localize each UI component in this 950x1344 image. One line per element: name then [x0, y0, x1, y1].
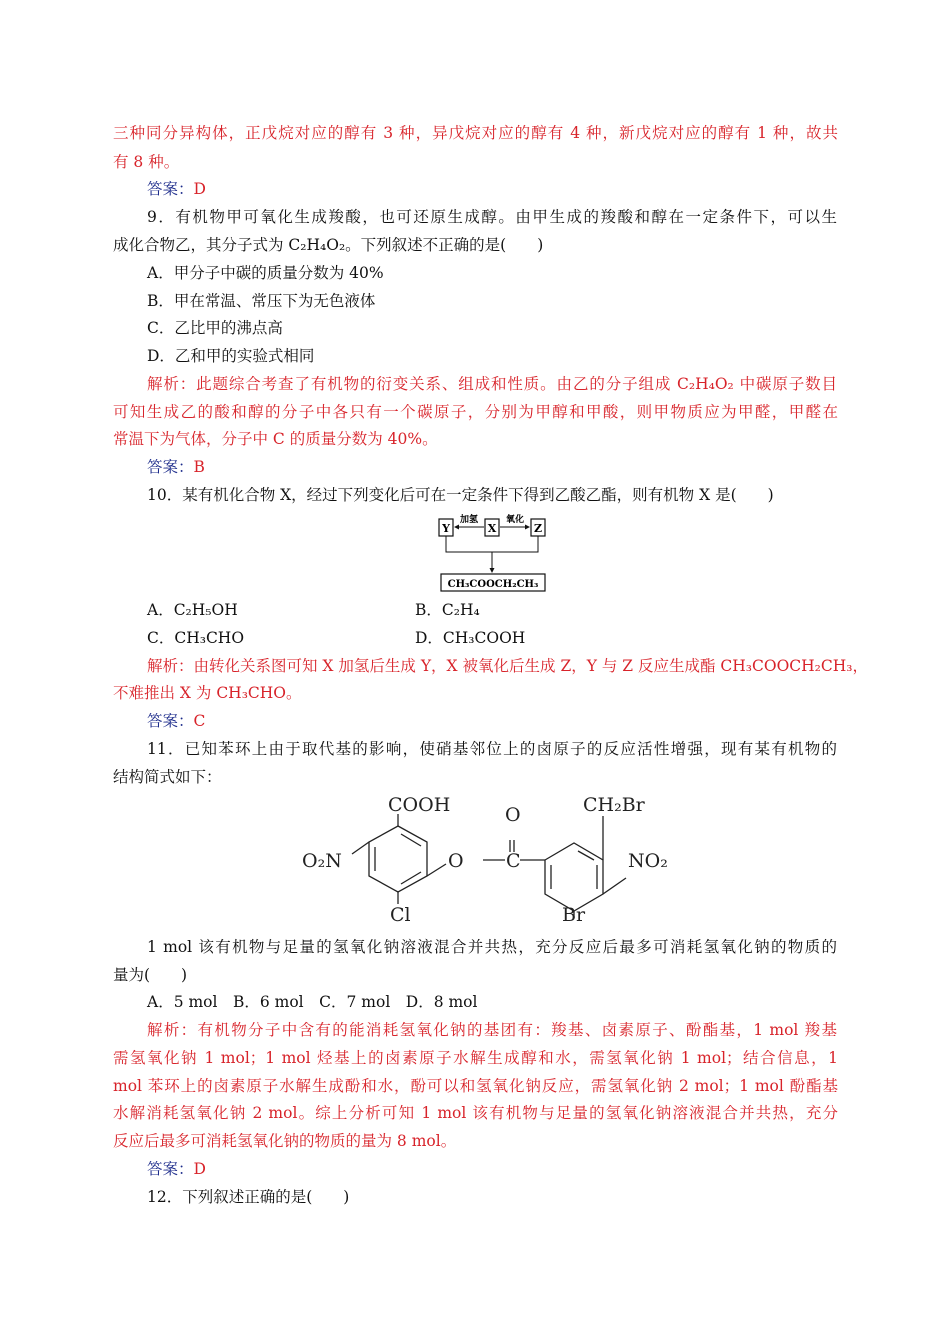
q11-stem-line-3: 1 mol 该有机物与足量的氢氧化钠溶液混合并共热，充分反应后最多可消耗氢氧化钠的物质的: [147, 938, 837, 956]
q10-option-a: A．C₂H₅OH: [147, 601, 238, 619]
answer-label: 答案：: [147, 712, 194, 730]
q8-explanation-line-1: 三种同分异构体，正戊烷对应的醇有 3 种，异戊烷对应的醇有 4 种，新戊烷对应的醇有 1 种，故共: [113, 124, 838, 142]
q8-answer: [147, 179, 837, 199]
diagram-x: X: [487, 522, 497, 535]
q11-explanation-line-5: 反应后最多可消耗氢氧化钠的物质的量为 8 mol。: [113, 1132, 457, 1150]
q9-answer: [147, 457, 837, 477]
answer-value: D: [193, 1160, 206, 1178]
answer-value: C: [193, 712, 206, 730]
q11-answer: [147, 1159, 837, 1179]
diagram-oxidation-label: 氧化: [505, 515, 525, 525]
q9-option-a: A．甲分子中碳的质量分数为 40%: [147, 264, 384, 282]
group-nitro-left: O₂N: [302, 850, 342, 872]
group-bromomethyl: CH₂Br: [583, 794, 645, 816]
diagram-product: CH₃COOCH₂CH₃: [447, 579, 539, 590]
q11-explanation-line-1: 解析：有机物分子中含有的能消耗氢氧化钠的基团有：羧基、卤素原子、酚酯基，1 mol 羧基: [147, 1021, 837, 1039]
q9-option-b: B．甲在常温、常压下为无色液体: [147, 292, 376, 310]
q11-explanation-line-2: 需氢氧化钠 1 mol；1 mol 烃基上的卤素原子水解生成醇和水，需氢氧化钠 1 mol；结合信息，1: [113, 1049, 838, 1067]
answer-label: 答案：: [147, 458, 194, 476]
q10-stem: 10．某有机化合物 X，经过下列变化后可在一定条件下得到乙酸乙酯，则有机物 X 是( ): [147, 486, 774, 504]
q11-structure-formula: [300, 790, 690, 930]
group-chlorine: Cl: [390, 904, 411, 926]
answer-value: B: [193, 458, 205, 476]
q9-stem-line-1: 9．有机物甲可氧化生成羧酸，也可还原生成醇。由甲生成的羧酸和醇在一定条件下，可以生: [147, 208, 837, 226]
q12-stem: 12．下列叙述正确的是( ): [147, 1188, 350, 1206]
group-ester-oxygen: O: [448, 850, 464, 872]
q11-stem-line-2: 结构简式如下：: [113, 768, 222, 786]
diagram-z: Z: [533, 522, 543, 535]
group-carbonyl-carbon: C: [506, 850, 521, 872]
q11-explanation-line-3: mol 苯环上的卤素原子水解生成酚和水，酚可以和氢氧化钠反应，需氢氧化钠 2 mol；1 mol 酚酯基: [113, 1077, 838, 1095]
q11-options: A．5 mol B．6 mol C．7 mol D．8 mol: [147, 993, 478, 1011]
q10-option-c: C．CH₃CHO: [147, 629, 245, 647]
q10-option-b: B．C₂H₄: [415, 601, 480, 619]
q11-stem-line-4: 量为( ): [113, 966, 188, 984]
q10-answer: [147, 711, 837, 731]
diagram-y: Y: [442, 522, 450, 535]
diagram-hydrogenation-label: 加氢: [459, 515, 479, 525]
q9-explanation-line-2: 可知生成乙的酸和醇的分子中各只有一个碳原子，分别为甲醇和甲酸，则甲物质应为甲醛，甲醛在: [113, 403, 838, 421]
q10-option-d: D．CH₃COOH: [415, 629, 526, 647]
group-carboxyl: COOH: [388, 794, 451, 816]
q8-explanation-line-2: 有 8 种。: [113, 153, 180, 171]
group-bromine: Br: [562, 904, 586, 926]
q9-explanation-line-1: 解析：此题综合考查了有机物的衍变关系、组成和性质。由乙的分子组成 C₂H₄O₂ 中碳原子数目: [147, 375, 837, 393]
q9-stem-line-2: 成化合物乙，其分子式为 C₂H₄O₂。下列叙述不正确的是( ): [113, 236, 544, 254]
q9-explanation-line-3: 常温下为气体，分子中 C 的质量分数为 40%。: [113, 430, 438, 448]
answer-label: 答案：: [147, 1160, 194, 1178]
group-nitro-right: NO₂: [628, 850, 668, 872]
answer-value: D: [193, 180, 206, 198]
q11-explanation-line-4: 水解消耗氢氧化钠 2 mol。综上分析可知 1 mol 该有机物与足量的氢氧化钠溶液混合并共热，充分: [113, 1104, 838, 1122]
q9-option-c: C．乙比甲的沸点高: [147, 319, 283, 337]
q10-explanation-line-2: 不难推出 X 为 CH₃CHO。: [113, 684, 302, 702]
q10-explanation-line-1: 解析：由转化关系图可知 X 加氢后生成 Y，X 被氧化后生成 Z，Y 与 Z 反应生成酯 CH₃COOCH₂CH₃，: [147, 657, 868, 675]
answer-label: 答案：: [147, 180, 194, 198]
q11-stem-line-1: 11．已知苯环上由于取代基的影响，使硝基邻位上的卤原子的反应活性增强，现有某有机物的: [147, 740, 837, 758]
q10-reaction-diagram: [435, 512, 550, 594]
q9-option-d: D．乙和甲的实验式相同: [147, 347, 315, 365]
group-carbonyl-oxygen: O: [505, 804, 521, 826]
